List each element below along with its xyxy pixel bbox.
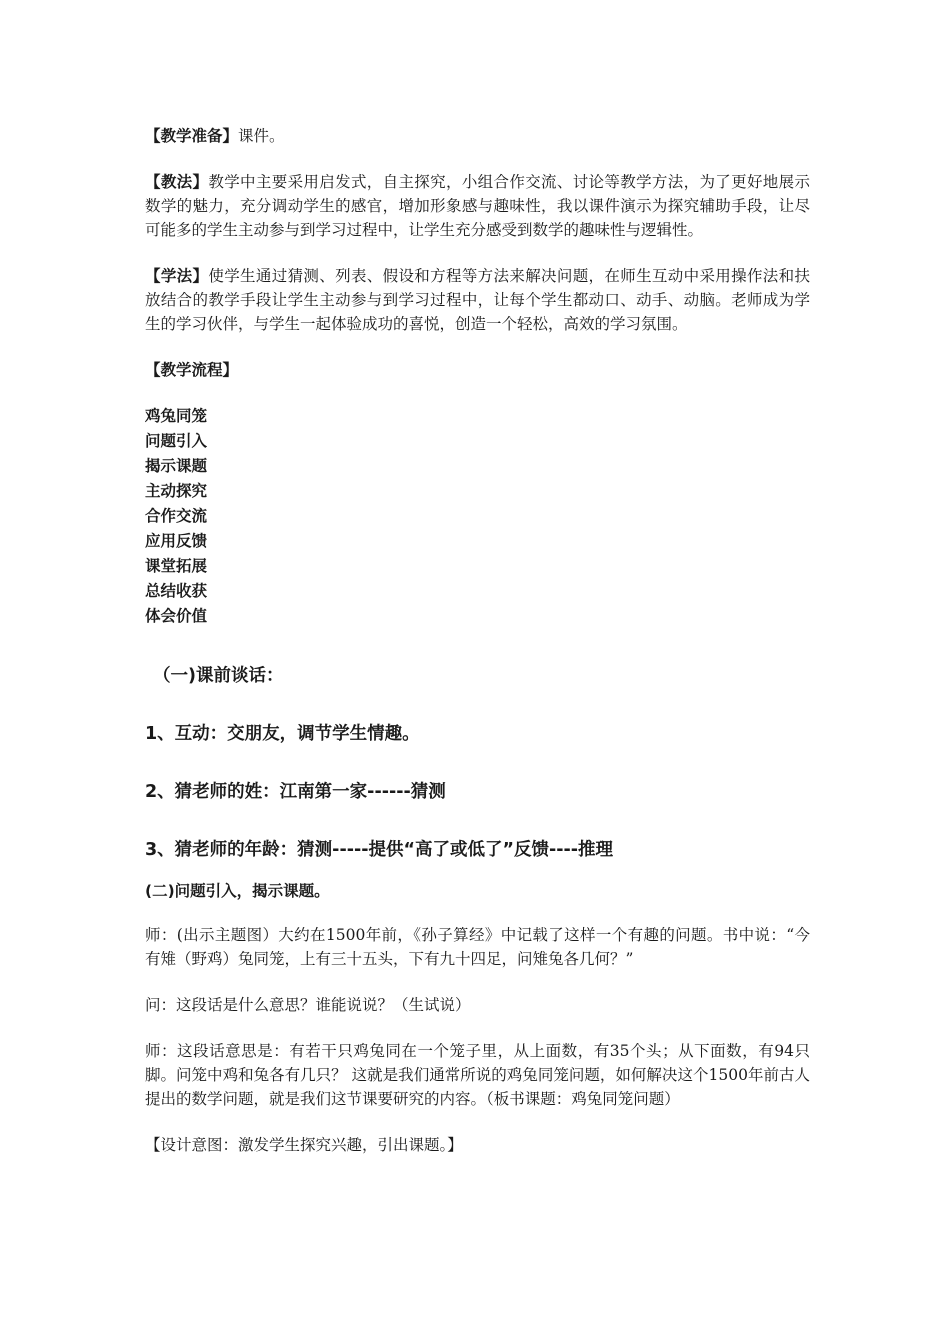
flow-item: 揭示课题 [145,457,208,475]
method-paragraph [145,170,810,242]
learning-text: 使学生通过猜测、列表、假设和方程等方法来解决问题，在师生互动中采用操作法和扶放结合的教学手段让学生主动参与到学习过程中，让每个学生都动口、动手、动脑。老师成为学生的学习伙伴，与学生一起体验成功的喜悦，创造一个轻松，高效的学习氛围。 [145,267,810,333]
method-label: 【教法】 [145,173,209,191]
design-intent-note: 【设计意图：激发学生探究兴趣，引出课题。】 [145,1136,463,1154]
flow-heading: 【教学流程】 [145,361,239,379]
section2-paragraph-1: 师：(出示主题图）大约在1500年前，《孙子算经》中记载了这样一个有趣的问题。书中说：“今有雉（野鸡）兔同笼，上有三十五头，下有九十四足，问雉兔各几何？” [145,926,810,968]
prep-paragraph [145,124,810,148]
flow-item: 课堂拓展 [145,557,208,575]
section1-item-2: 2、猜老师的姓：江南第一家------猜测 [145,782,446,802]
document-page [145,124,810,1157]
flow-list [145,404,810,629]
flow-item: 问题引入 [145,432,208,450]
flow-item: 合作交流 [145,507,208,525]
prep-label: 【教学准备】 [145,127,239,145]
learning-paragraph [145,264,810,336]
section1-item-3: 3、猜老师的年龄：猜测-----提供“高了或低了”反馈----推理 [145,840,614,860]
flow-item: 体会价值 [145,607,208,625]
method-text: 教学中主要采用启发式，自主探究，小组合作交流、讨论等教学方法，为了更好地展示数学的魅力，充分调动学生的感官，增加形象感与趣味性，我以课件演示为探究辅助手段，让尽可能多的学生主动参与到学习过程中，让学生充分感受到数学的趣味性与逻辑性。 [145,173,810,239]
section2-paragraph-2: 问：这段话是什么意思？谁能说说？（生试说） [145,996,471,1014]
flow-item: 主动探究 [145,482,208,500]
section2-title: (二)问题引入，揭示课题。 [145,882,330,900]
learning-label: 【学法】 [145,267,209,285]
prep-text: 课件。 [238,127,285,145]
section2-paragraph-3: 师：这段话意思是：有若干只鸡兔同在一个笼子里，从上面数，有35个头；从下面数，有94只脚。问笼中鸡和兔各有几只？ 这就是我们通常所说的鸡兔同笼问题，如何解决这个1500年前古人提出的数学问题，就是我们这节课要研究的内容。（板书课题：鸡兔同笼问题） [145,1042,810,1108]
section1-item-1: 1、互动：交朋友，调节学生情趣。 [145,724,420,744]
flow-item: 应用反馈 [145,532,208,550]
flow-item: 总结收获 [145,582,208,600]
flow-item: 鸡兔同笼 [145,407,208,425]
section1-title: （一)课前谈话： [153,666,284,686]
